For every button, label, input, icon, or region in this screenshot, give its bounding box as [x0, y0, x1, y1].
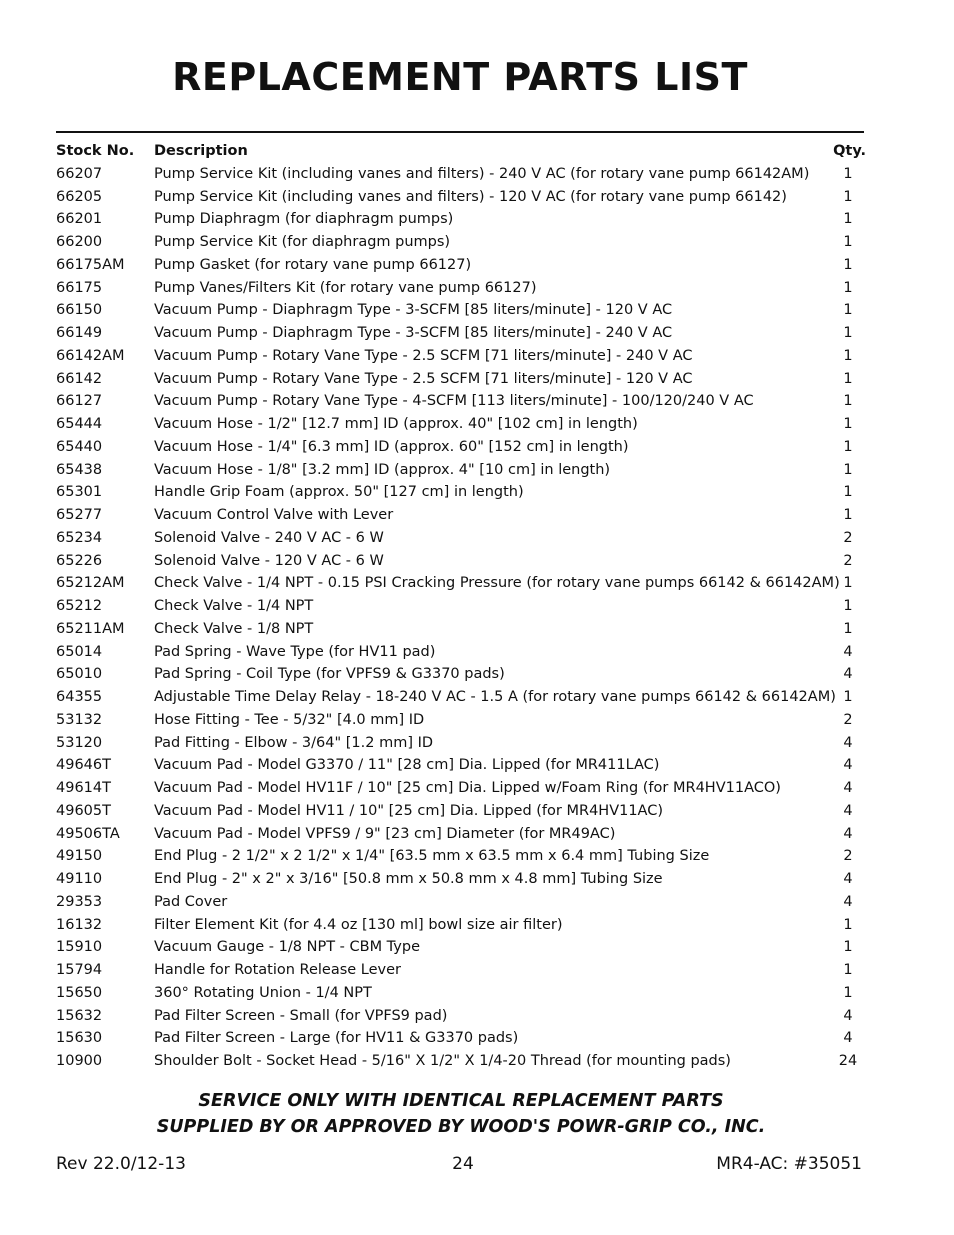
stock-number-cell: 66175 — [56, 279, 103, 296]
quantity-cell: 1 — [843, 461, 853, 478]
description-cell: Pump Service Kit (for diaphragm pumps) — [154, 234, 451, 250]
table-row — [56, 732, 866, 755]
description-cell: Solenoid Valve - 120 V AC - 6 W — [154, 552, 384, 569]
description-cell: Pump Service Kit (including vanes and filters) - 120 V AC (for rotary vane pump 66142) — [154, 188, 787, 205]
quantity-cell: 4 — [843, 1030, 853, 1047]
table-row — [56, 231, 866, 254]
stock-number-cell: 15632 — [56, 1007, 103, 1024]
description-cell: Check Valve - 1/4 NPT — [154, 598, 314, 614]
document-id: MR4-AC: #35051 — [716, 1154, 862, 1174]
service-notice — [0, 1088, 922, 1140]
description-cell: Vacuum Pad - Model G3370 / 11" [28 cm] Dia. Lipped (for MR411LAC) — [154, 757, 660, 774]
description-cell: Pad Fitting - Elbow - 3/64" [1.2 mm] ID — [154, 734, 434, 751]
table-row — [56, 527, 866, 550]
description-cell: End Plug - 2" x 2" x 3/16" [50.8 mm x 50.8 mm x 4.8 mm] Tubing Size — [154, 871, 663, 887]
page-number: 24 — [452, 1154, 474, 1174]
description-cell: Vacuum Pump - Diaphragm Type - 3-SCFM [85 liters/minute] - 240 V AC — [154, 325, 673, 341]
quantity-cell: 1 — [843, 279, 853, 296]
parts-table-body — [56, 163, 866, 1073]
description-cell: Vacuum Gauge - 1/8 NPT - CBM Type — [154, 939, 420, 956]
table-row — [56, 1027, 866, 1050]
table-row — [56, 641, 866, 664]
quantity-cell: 1 — [843, 689, 853, 705]
quantity-cell: 1 — [843, 165, 853, 182]
description-cell: Pump Gasket (for rotary vane pump 66127) — [154, 256, 472, 273]
stock-number-cell: 15630 — [56, 1030, 103, 1047]
quantity-cell: 4 — [843, 802, 853, 819]
table-row — [56, 277, 866, 300]
description-cell: Handle Grip Foam (approx. 50" [127 cm] in length) — [154, 484, 524, 501]
table-row — [56, 436, 866, 459]
quantity-cell: 2 — [843, 711, 853, 728]
header-rule — [56, 131, 864, 133]
table-row — [56, 868, 866, 891]
stock-number-cell: 65234 — [56, 529, 103, 546]
table-row — [56, 254, 866, 277]
description-cell: Vacuum Pump - Rotary Vane Type - 2.5 SCFM [71 liters/minute] - 120 V AC — [154, 370, 693, 387]
description-cell: Vacuum Hose - 1/4" [6.3 mm] ID (approx. 60" [152 cm] in length) — [154, 438, 629, 455]
stock-number-cell: 65211AM — [56, 620, 125, 637]
description-cell: Vacuum Pad - Model HV11F / 10" [25 cm] Dia. Lipped w/Foam Ring (for MR4HV11ACO) — [154, 780, 781, 796]
table-row — [56, 618, 866, 641]
table-row — [56, 709, 866, 732]
quantity-cell: 4 — [843, 1007, 853, 1024]
quantity-cell: 1 — [843, 507, 853, 523]
table-row — [56, 504, 866, 527]
table-row — [56, 959, 866, 982]
stock-number-cell: 66200 — [56, 234, 103, 250]
table-row — [56, 208, 866, 231]
description-cell: Pump Diaphragm (for diaphragm pumps) — [154, 211, 454, 228]
stock-number-cell: 15910 — [56, 939, 103, 956]
stock-number-cell: 49506TA — [56, 825, 120, 842]
stock-number-cell: 15794 — [56, 962, 103, 978]
description-cell: Pad Filter Screen - Large (for HV11 & G3370 pads) — [154, 1030, 519, 1047]
table-row — [56, 754, 866, 777]
quantity-cell: 1 — [843, 598, 853, 614]
description-cell: Vacuum Control Valve with Lever — [154, 507, 394, 523]
description-cell: Vacuum Hose - 1/8" [3.2 mm] ID (approx. 4" [10 cm] in length) — [154, 461, 611, 478]
quantity-cell: 1 — [843, 393, 853, 410]
description-cell: Pad Cover — [154, 893, 228, 910]
parts-table — [56, 140, 866, 1073]
description-cell: Pump Vanes/Filters Kit (for rotary vane pump 66127) — [154, 279, 537, 296]
table-row — [56, 595, 866, 618]
quantity-cell: 1 — [843, 620, 853, 637]
stock-number-cell: 49646T — [56, 757, 111, 774]
quantity-cell: 4 — [843, 825, 853, 842]
quantity-cell: 1 — [843, 211, 853, 228]
description-cell: Vacuum Pump - Rotary Vane Type - 4-SCFM [113 liters/minute] - 100/120/240 V AC — [154, 393, 754, 410]
stock-number-cell: 66149 — [56, 325, 103, 341]
stock-number-cell: 66175AM — [56, 256, 125, 273]
description-cell: Vacuum Pad - Model VPFS9 / 9" [23 cm] Diameter (for MR49AC) — [154, 825, 616, 842]
stock-number-cell: 65010 — [56, 666, 103, 683]
table-row — [56, 481, 866, 504]
table-row — [56, 459, 866, 482]
quantity-cell: 24 — [838, 1053, 858, 1069]
stock-number-cell: 29353 — [56, 893, 103, 910]
table-row — [56, 368, 866, 391]
description-cell: Pad Spring - Coil Type (for VPFS9 & G3370 pads) — [154, 666, 505, 683]
stock-number-cell: 65301 — [56, 484, 103, 501]
stock-number-cell: 49110 — [56, 871, 103, 887]
stock-number-cell: 65277 — [56, 507, 103, 523]
description-cell: Adjustable Time Delay Relay - 18-240 V AC - 1.5 A (for rotary vane pumps 66142 & 66142AM) — [154, 689, 836, 705]
revision-label: Rev 22.0/12-13 — [56, 1154, 186, 1174]
quantity-cell: 4 — [843, 893, 853, 910]
quantity-cell: 2 — [843, 552, 853, 569]
quantity-cell: 1 — [843, 484, 853, 501]
table-row — [56, 550, 866, 573]
stock-number-cell: 65212AM — [56, 575, 125, 592]
stock-number-cell: 53120 — [56, 734, 103, 751]
description-cell: Shoulder Bolt - Socket Head - 5/16" X 1/2" X 1/4-20 Thread (for mounting pads) — [154, 1053, 731, 1069]
table-row — [56, 1005, 866, 1028]
quantity-cell: 1 — [843, 325, 853, 341]
quantity-cell: 1 — [843, 416, 853, 432]
table-row — [56, 663, 866, 686]
table-row — [56, 299, 866, 322]
quantity-cell: 1 — [843, 347, 853, 364]
service-notice-line-2: SUPPLIED BY OR APPROVED BY WOOD'S POWR-GRIP CO., INC. — [156, 1117, 766, 1137]
description-cell: Pad Spring - Wave Type (for HV11 pad) — [154, 643, 436, 660]
table-row — [56, 800, 866, 823]
quantity-cell: 2 — [843, 848, 853, 865]
table-row — [56, 777, 866, 800]
quantity-cell: 1 — [843, 256, 853, 273]
description-cell: Hose Fitting - Tee - 5/32" [4.0 mm] ID — [154, 711, 425, 728]
stock-number-cell: 49614T — [56, 780, 111, 796]
table-row — [56, 845, 866, 868]
quantity-cell: 1 — [843, 962, 853, 978]
description-cell: Check Valve - 1/4 NPT - 0.15 PSI Cracking Pressure (for rotary vane pumps 66142 & 66142AM) — [154, 575, 840, 592]
table-row — [56, 891, 866, 914]
service-notice-line-1: SERVICE ONLY WITH IDENTICAL REPLACEMENT PARTS — [198, 1091, 724, 1111]
table-header-row — [56, 140, 866, 163]
quantity-cell: 4 — [843, 871, 853, 887]
table-row — [56, 413, 866, 436]
table-row — [56, 936, 866, 959]
quantity-cell: 4 — [843, 734, 853, 751]
table-row — [56, 322, 866, 345]
table-row — [56, 1050, 866, 1073]
stock-number-cell: 65444 — [56, 416, 103, 432]
stock-number-cell: 53132 — [56, 711, 103, 728]
stock-number-cell: 65226 — [56, 552, 103, 569]
description-cell: Pump Service Kit (including vanes and filters) - 240 V AC (for rotary vane pump 66142AM) — [154, 165, 810, 182]
description-cell: 360° Rotating Union - 1/4 NPT — [154, 984, 372, 1001]
stock-number-cell: 10900 — [56, 1053, 103, 1069]
description-cell: Vacuum Pump - Rotary Vane Type - 2.5 SCFM [71 liters/minute] - 240 V AC — [154, 347, 693, 364]
quantity-cell: 1 — [843, 234, 853, 250]
description-cell: Check Valve - 1/8 NPT — [154, 620, 314, 637]
table-row — [56, 163, 866, 186]
stock-number-cell: 66150 — [56, 302, 103, 319]
table-row — [56, 390, 866, 413]
description-cell: Vacuum Pad - Model HV11 / 10" [25 cm] Dia. Lipped (for MR4HV11AC) — [154, 802, 664, 819]
quantity-cell: 1 — [843, 916, 853, 933]
stock-number-cell: 65212 — [56, 598, 103, 614]
qty-column-header: Qty. — [833, 143, 866, 159]
description-cell: End Plug - 2 1/2" x 2 1/2" x 1/4" [63.5 mm x 63.5 mm x 6.4 mm] Tubing Size — [154, 848, 710, 865]
table-row — [56, 982, 866, 1005]
quantity-cell: 4 — [843, 643, 853, 660]
stock-column-header: Stock No. — [56, 143, 135, 159]
quantity-cell: 4 — [843, 780, 853, 796]
stock-number-cell: 49150 — [56, 848, 103, 865]
description-cell: Handle for Rotation Release Lever — [154, 962, 402, 978]
quantity-cell: 4 — [843, 757, 853, 774]
table-row — [56, 686, 866, 709]
description-column-header: Description — [154, 143, 248, 159]
quantity-cell: 1 — [843, 188, 853, 205]
description-cell: Pad Filter Screen - Small (for VPFS9 pad) — [154, 1007, 448, 1024]
quantity-cell: 4 — [843, 666, 853, 683]
quantity-cell: 1 — [843, 939, 853, 956]
quantity-cell: 1 — [843, 438, 853, 455]
description-cell: Solenoid Valve - 240 V AC - 6 W — [154, 529, 384, 546]
stock-number-cell: 49605T — [56, 802, 111, 819]
table-row — [56, 572, 866, 595]
description-cell: Filter Element Kit (for 4.4 oz [130 ml] bowl size air filter) — [154, 916, 563, 933]
quantity-cell: 1 — [843, 984, 853, 1001]
table-row — [56, 823, 866, 846]
description-cell: Vacuum Pump - Diaphragm Type - 3-SCFM [85 liters/minute] - 120 V AC — [154, 302, 673, 319]
quantity-cell: 1 — [843, 302, 853, 319]
table-row — [56, 914, 866, 937]
quantity-cell: 1 — [843, 575, 853, 592]
stock-number-cell: 66142 — [56, 370, 103, 387]
stock-number-cell: 65438 — [56, 461, 103, 478]
table-row — [56, 186, 866, 209]
stock-number-cell: 64355 — [56, 689, 103, 705]
table-row — [56, 345, 866, 368]
stock-number-cell: 66142AM — [56, 347, 125, 364]
stock-number-cell: 66127 — [56, 393, 103, 410]
description-cell: Vacuum Hose - 1/2" [12.7 mm] ID (approx. 40" [102 cm] in length) — [154, 416, 638, 432]
quantity-cell: 1 — [843, 370, 853, 387]
stock-number-cell: 16132 — [56, 916, 103, 933]
stock-number-cell: 66207 — [56, 165, 103, 182]
stock-number-cell: 15650 — [56, 984, 103, 1001]
stock-number-cell: 66201 — [56, 211, 103, 228]
stock-number-cell: 66205 — [56, 188, 103, 205]
quantity-cell: 2 — [843, 529, 853, 546]
page-title: REPLACEMENT PARTS LIST — [172, 55, 748, 99]
stock-number-cell: 65440 — [56, 438, 103, 455]
stock-number-cell: 65014 — [56, 643, 103, 660]
